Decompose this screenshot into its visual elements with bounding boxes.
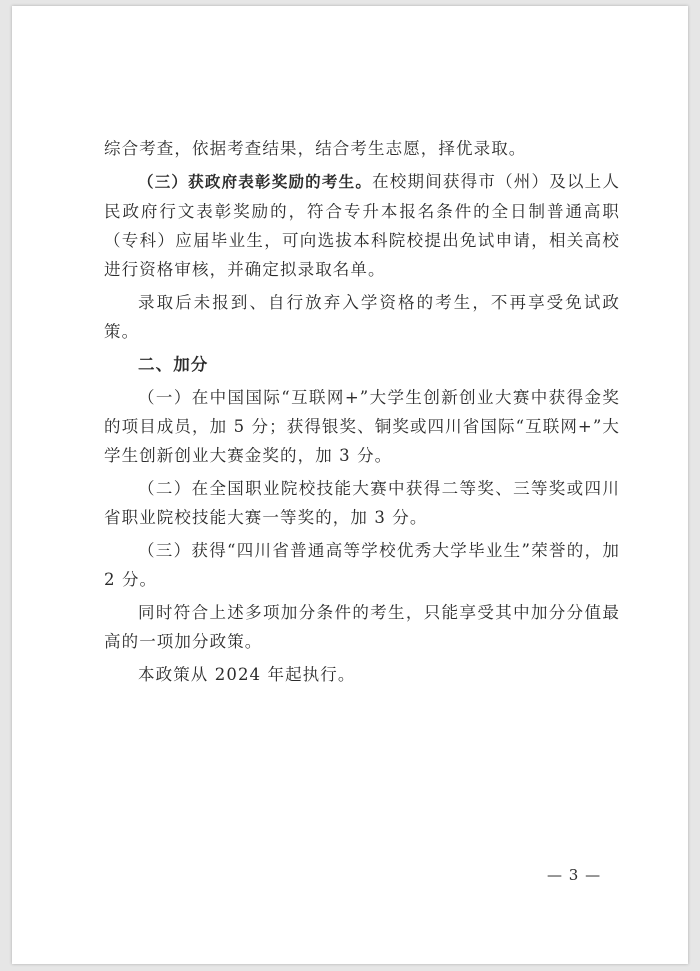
paragraph-comprehensive-review: 综合考查，依据考查结果，结合考生志愿，择优录取。 [104, 139, 527, 158]
paragraph-government-award-body: 在校期间获得市（州）及以上人民政府行文表彰奖励的，符合专升本报名条件的全日制普通高职（专科）应届毕业生，可向选拔本科院校提出免试申请，相关高校进行资格审核，并确定拟录取名单。 [104, 172, 620, 279]
paragraph-government-award [104, 167, 620, 284]
paragraph-bonus-skills-competition: （二）在全国职业院校技能大赛中获得二等奖、三等奖或四川省职业院校技能大赛一等奖的，加 3 分。 [104, 479, 620, 527]
paragraph-government-award-lead: （三）获政府表彰奖励的考生。 [138, 173, 373, 191]
paragraph-forfeit-exemption: 录取后未报到、自行放弃入学资格的考生，不再享受免试政策。 [104, 293, 620, 341]
section-heading-bonus-points: 二、加分 [138, 355, 209, 374]
paragraph-highest-bonus-only: 同时符合上述多项加分条件的考生，只能享受其中加分分值最高的一项加分政策。 [104, 603, 620, 651]
paragraph-bonus-outstanding-graduate: （三）获得“四川省普通高等学校优秀大学毕业生”荣誉的，加 2 分。 [104, 541, 620, 589]
document-page [12, 6, 688, 964]
page-number: — 3 — [547, 866, 602, 884]
document-body [104, 134, 620, 693]
paragraph-effective-date: 本政策从 2024 年起执行。 [138, 665, 356, 684]
paragraph-bonus-internet-plus: （一）在中国国际“互联网+”大学生创新创业大赛中获得金奖的项目成员，加 5 分；获得银奖、铜奖或四川省国际“互联网+”大学生创新创业大赛金奖的，加 3 分。 [104, 388, 620, 465]
